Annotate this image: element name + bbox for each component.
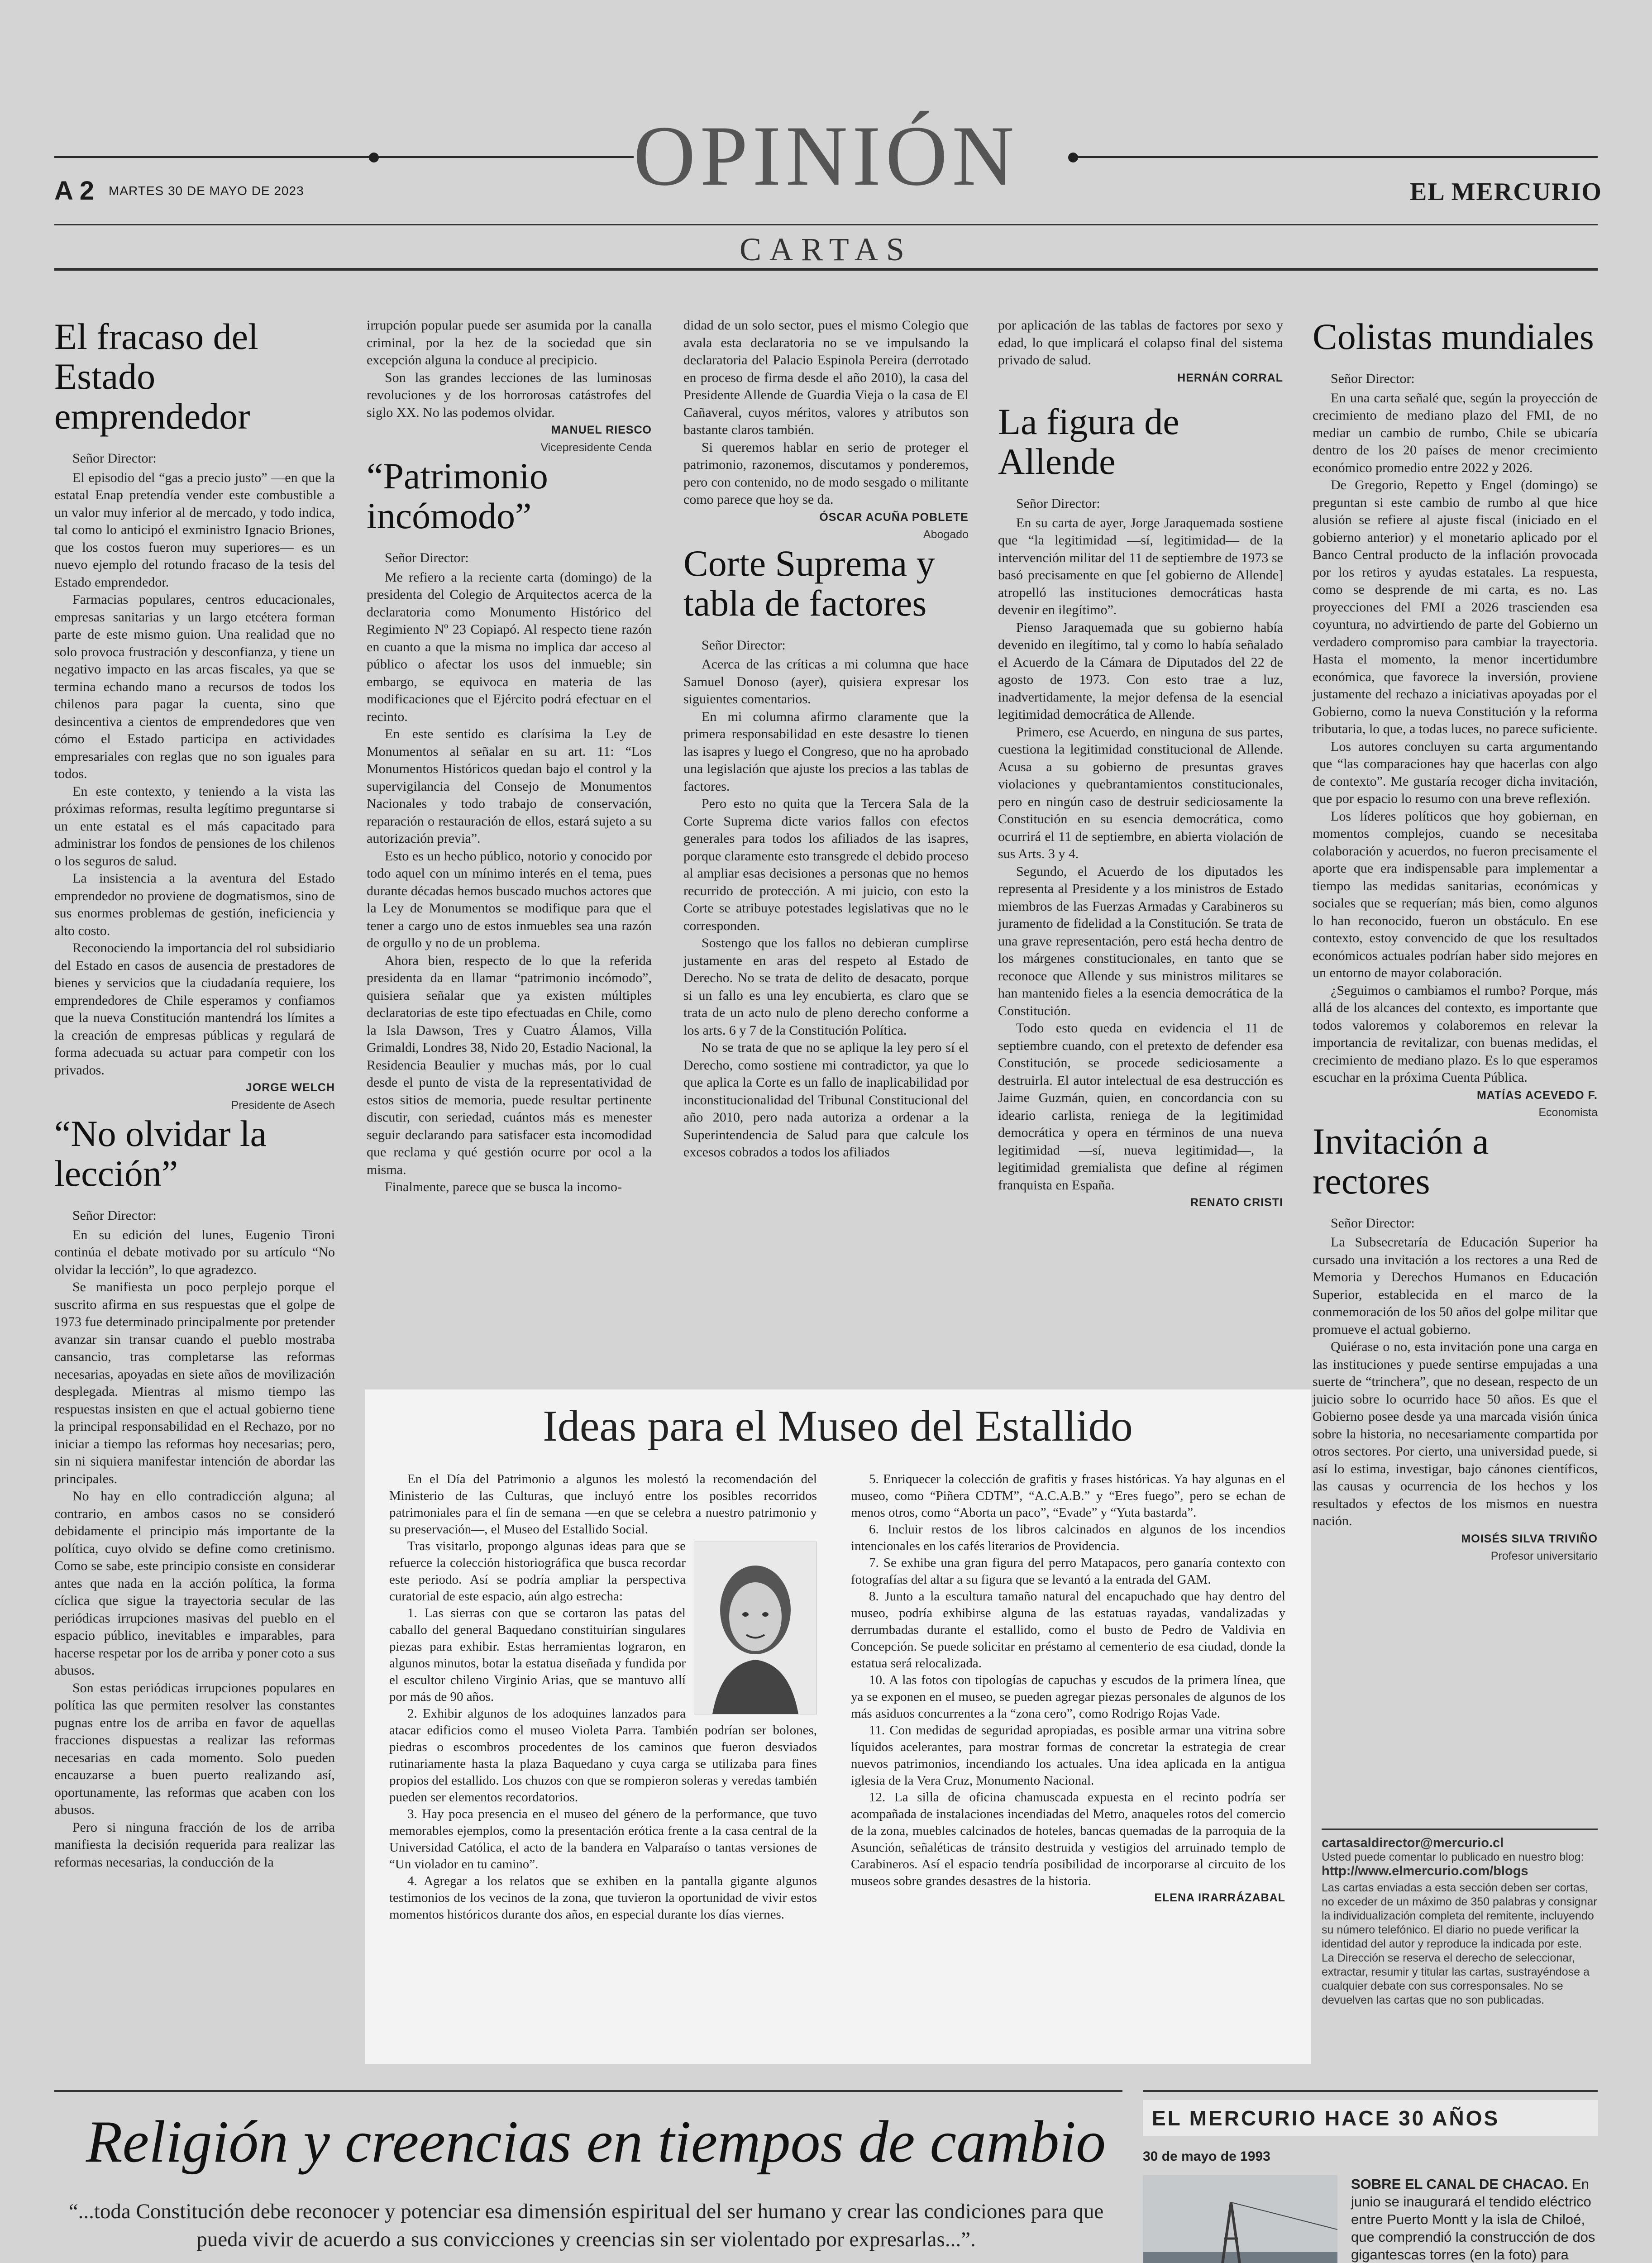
letter-title: Invitación a rectores (1313, 1120, 1489, 1202)
column-5 (1313, 317, 1598, 1565)
paragraph: Se manifiesta un poco perplejo porque el suscrito afirma en sus respuestas que el golpe de 1973 fue determinado principalmente por pretender avanzar sin transar cuando el pueblo mostraba cansancio, tras completarse las reformas necesarias, apoyadas en siete años de movilización desplegada. Mientras al mismo tiempo las respuestas insisten en que el actual gobierno tiene la principal responsabilidad en el Rechazo, por no iniciar a tiempo las reformas hoy necesarias; pero, sin ni siquiera manifestar intención de abordar las principales. (54, 1280, 335, 1486)
paragraph: 1. Las sierras con que se cortaron las patas del caballo del general Baquedano constituirían singulares piezas para exhibir. Estas herramientas lograron, en algunos minutos, botar la estatua diseñada y fundida por el escultor chileno Virginio Arias, que se mantuvo allí por más de 90 años. (389, 1606, 686, 1704)
paragraph: De Gregorio, Repetto y Engel (domingo) se preguntan si este cambio de rumbo al que hice alusión se refiere al ajuste fiscal (iniciado en el gobierno anterior) y el monetario aplicado por el Banco Central producto de la inflación provocada por los retiros y ayudas estatales. La respuesta, como se desprende de mi carta, es no. Las proyecciones del FMI a 2026 trascienden esa coyuntura, no advirtiendo de parte del Gobierno un verdadero compromiso para cambiar la trayectoria. Hasta el momento, la menor incertidumbre económica, que favorece la inversión, proviene justamente del rechazo a iniciativas apoyadas por el Gobierno, como la nueva Constitución y la reforma tributaria, lo que, a todas luces, no parece suficiente. (1313, 477, 1598, 736)
paragraph: En mi columna afirmo claramente que la primera responsabilidad en este desastre lo tienen las isapres y luego el Congreso, que no ha aprobado una legislación que ajuste los precios a las tablas de factores. (683, 709, 969, 794)
paragraph: En este sentido es clarísima la Ley de Monumentos al señalar en su art. 11: “Los Monumentos Históricos quedan bajo el control y la supervigilancia del Consejo de Monumentos Nacionales y todo trabajo de conservación, reparación o restauración de ellos, estará sujeto a su autorización previa”. (367, 726, 652, 846)
archive-30 (1143, 2148, 1598, 2263)
signature-role: Abogado (923, 528, 969, 541)
paragraph: En este contexto, y teniendo a la vista las próximas reformas, resulta legítimo preguntarse si un ente estatal es el más capacitado para administrar los fondos de pensiones de los chilenos o los seguros de salud. (54, 783, 335, 869)
signature: MOISÉS SILVA TRIVIÑO (1461, 1532, 1598, 1545)
archive-photo (1143, 2175, 1337, 2263)
signature: ÓSCAR ACUÑA POBLETE (819, 511, 969, 524)
column-1 (54, 317, 335, 1871)
paragraph: 10. A las fotos con tipologías de capuchas y escudos de la primera línea, que ya se exponen en el museo, se pueden agregar piezas personales de algunos de los más asiduos concurrentes a la “zona cero”, como Rodrigo Rojas Vade. (851, 1673, 1285, 1721)
salutation: Señor Director: (1331, 371, 1415, 386)
paragraph: No hay en ello contradicción alguna; al contrario, en ambos casos no se consideró debidamente el principio más importante de la política, cuyo olvido se define como cretinismo. Como se sabe, este principio consiste en considerar antes que nada en la acción política, la forma cíclica que sigue la trayectoria secular de las periódicas irrupciones masivas del pueblo en el espacio público, inevitables e imparables, para hacerse respetar por los de arriba y poner coto a sus abusos. (54, 1489, 335, 1678)
letter-title: Colistas mundiales (1313, 316, 1594, 357)
paragraph: No se trata de que no se aplique la ley pero sí el Derecho, como sostiene mi contradictor, ya que lo que aplica la Corte es un fallo de inaplicabilidad por inconstitucionalidad del Tribunal Constitucional del año 2010, pero nada autoriza a ordenar a la Superintendencia de Salud para que calcule los excesos cobrados a todos los afiliados (683, 1040, 969, 1160)
blog-invite: Usted puede comentar lo publicado en nuestro blog: (1322, 1851, 1584, 1863)
newspaper-name: EL MERCURIO (1410, 178, 1602, 206)
signature: JORGE WELCH (245, 1081, 335, 1094)
section-title: OPINIÓN (633, 109, 1019, 204)
archive-30-header: EL MERCURIO HACE 30 AÑOS (1143, 2100, 1598, 2136)
paragraph: irrupción popular puede ser asumida por la canalla criminal, por la hez de la sociedad que sin excepción alguna la conduce al precipicio. (367, 318, 652, 368)
column-2 (367, 317, 652, 1196)
paragraph: En una carta señalé que, según la proyección de crecimiento de mediano plazo del FMI, de no mediar un cambio de rumbo, Chile se ubicaría dentro de los 20 países de menor crecimiento económico promedio entre 2022 y 2026. (1313, 390, 1598, 475)
paragraph: Segundo, el Acuerdo de los diputados les representa al Presidente y a los ministros de Estado miembros de las Fuerzas Armadas y Carabineros su juramento de fidelidad a la Constitución. Se trata de una grave representación, pero está hecha dentro de los márgenes constitucionales, en tanto que se reconoce que Allende y sus ministros militares se han mantenido fieles a la esencia democrática de la Constitución. (998, 864, 1283, 1018)
featured-col-2 (851, 1471, 1285, 1906)
paragraph: La Subsecretaría de Educación Superior ha cursado una invitación a los rectores a una Red de Memoria y Derechos Humanos en Educación Superior, establecida en el marco de la conmemoración de los 50 años del golpe militar que promueve el actual gobierno. (1313, 1235, 1598, 1337)
paragraph: Pero esto no quita que la Tercera Sala de la Corte Suprema dicte varios fallos con efectos generales para todos los afiliados de las isapres, porque claramente esto transgrede el debido proceso al ampliar esas decisiones a personas que no hemos recurrido de protección. A mi juicio, con esto la Corte se atribuye potestades legislativas que no le corresponden. (683, 796, 969, 933)
paragraph: Pero si ninguna fracción de los de arriba manifiesta la decisión requerida para realizar las reformas necesarias, la conducción de la (54, 1819, 335, 1870)
letter-title: La figura de Allende (998, 401, 1179, 482)
paragraph: En su carta de ayer, Jorge Jaraquemada sostiene que “la legitimidad —sí, legitimidad— de la intervención militar del 11 de septiembre de 1973 se basó precisamente en que [el gobierno de Allende] atropelló las instituciones democráticas hasta devenir en ilegítimo”. (998, 515, 1283, 617)
signature: MATÍAS ACEVEDO F. (1476, 1089, 1598, 1102)
contact-rule (1322, 1829, 1598, 1830)
paragraph: 3. Hay poca presencia en el museo del género de la performance, que tuvo memorables ejemplos, como la presentación erótica frente a la casa central de la Universidad Católica, el acto de la bandera en Valparaíso o tantas versiones de “Un violador en tu camino”. (389, 1807, 817, 1872)
featured-author: ELENA IRARRÁZABAL (1154, 1891, 1285, 1904)
featured-col-1 (389, 1471, 817, 1923)
subsection-title: CARTAS (740, 231, 912, 267)
archive-rule (1143, 2090, 1598, 2092)
letter-title: “Patrimonio incómodo” (367, 455, 548, 536)
letter-title: “No olvidar la lección” (54, 1113, 267, 1194)
paragraph: 2. Exhibir algunos de los adoquines lanzados para atacar edificios como el museo Violeta Parra. También podrían ser bolones, piedras o escombros procedentes de los caminos que fueron desviados rutinariamente hasta la plaza Baquedano y cuya carga se utilizaba para fines propios del estallido. Los chuzos con que se rompieron soleras y veredas también pueden ser elementos recordatorios. (389, 1706, 817, 1805)
paragraph: 7. Se exhibe una gran figura del perro Matapacos, pero ganaría contexto con fotografías del altar a su figura que se levantó a la entrada del GAM. (851, 1556, 1285, 1587)
article-title: Religión y creencias en tiempos de cambio (86, 2108, 1106, 2175)
header-rule-bottom (54, 268, 1598, 271)
author-photo (694, 1542, 817, 1714)
paragraph: Son las grandes lecciones de las luminosas revoluciones y de los horrorosas catástrofes del siglo XX. No las podemos olvidar. (367, 370, 652, 420)
paragraph: La insistencia a la aventura del Estado emprendedor no proviene de dogmatismos, sino de sus enormes problemas de gestión, ineficiencia y alto costo. (54, 871, 335, 938)
issue-date: MARTES 30 DE MAYO DE 2023 (109, 184, 304, 198)
power-tower-photo-icon (1143, 2175, 1337, 2263)
paragraph: En su edición del lunes, Eugenio Tironi continúa el debate motivado por su artículo “No olvidar la lección”, lo que agradezco. (54, 1227, 335, 1277)
column-4 (998, 317, 1283, 1212)
signature: MANUEL RIESCO (551, 424, 652, 436)
paragraph: El episodio del “gas a precio justo” —en que la estatal Enap pretendía vender este combustible a un valor muy inferior al de mercado, y todo indica, tal como lo anticipó el exministro Ignacio Briones, que los costos fueron muy superiores— es un nuevo ejemplo del rotundo fracaso de la tesis del Estado emprendedor. (54, 470, 335, 590)
header-rule-top (54, 224, 1598, 225)
signature: HERNÁN CORRAL (1177, 371, 1283, 384)
letters-policy: Las cartas enviadas a esta sección deben ser cortas, no exceder de un máximo de 350 palabras y consignar la individualización completa del remitente, incluyendo su número telefónico. El diario no puede verificar la identidad del autor y reproduce la indicada por este. La Dirección se reserva el derecho de seleccionar, extractar, resumir y titular las cartas, sustrayéndose a cualquier debate con sus corresponsales. No se devuelven las cartas que no son publicadas. (1322, 1881, 1597, 2006)
paragraph: Los autores concluyen su carta argumentando que “las comparaciones hay que hacerlas con algo de contexto”. Me gustaría recoger dicha invitación, que por espacio lo resumo con una breve reflexión. (1313, 739, 1598, 806)
paragraph: 8. Junto a la escultura tamaño natural del encapuchado que hay dentro del museo, podría exhibirse alguna de las estatuas rayadas, vandalizadas y derrumbadas durante el estallido, como el busto de Pedro de Valdivia en Concepción. Se puede solicitar en préstamo al cementerio de esa ciudad, donde la estatua será relocalizada. (851, 1589, 1285, 1671)
paragraph: Reconociendo la importancia del rol subsidiario del Estado en casos de ausencia de prestadores de bienes y servicios que la ciudadanía requiere, los emprendedores de Chile esperamos y confiamos que la nueva Constitución mantendrá los límites a la creación de empresas públicas y regulará de forma adecuada su actuar para competir con los privados. (54, 941, 335, 1078)
column-3 (683, 317, 969, 1161)
paragraph: didad de un solo sector, pues el mismo Colegio que avala esta declaratoria no se ve impulsando la declaratoria del Palacio Espinola Pereira (derrotado en proceso de firma desde el año 2010), la casa del Presidente Allende de Guardia Vieja o la casa de El Cañaveral, cuyos méritos, valores y atributos son bastante claros también. (683, 318, 969, 437)
paragraph: por aplicación de las tablas de factores por sexo y edad, lo que implicará el colapso final del sistema privado de salud. (998, 318, 1283, 368)
salutation: Señor Director: (72, 1208, 157, 1223)
blog-link[interactable]: http://www.elmercurio.com/blogs (1322, 1864, 1528, 1878)
paragraph: ¿Seguimos o cambiamos el rumbo? Porque, más allá de los alcances del contexto, es importante que todos valoremos y colaboremos en relevar la importancia de revitalizar, con buenas medidas, el crecimiento de mediano plazo. Es lo que esperamos escuchar en la próxima Cuenta Pública. (1313, 983, 1598, 1085)
paragraph: 6. Incluir restos de los libros calcinados en algunos de los incendios intencionales en los cafés literarios de Providencia. (851, 1522, 1285, 1553)
paragraph: Pienso Jaraquemada que su gobierno había devenido en ilegítimo, tal y como lo había señalado el Acuerdo de la Cámara de Diputados del 22 de agosto de 1973. Con esto trae a luz, inadvertidamente, la mejor defensa de la esencial legitimidad democrática de Allende. (998, 620, 1283, 722)
contact-email[interactable]: cartasaldirector@mercurio.cl (1322, 1836, 1504, 1850)
salutation: Señor Director: (1016, 496, 1100, 511)
signature-role: Vicepresidente Cenda (540, 441, 652, 454)
paragraph: Quiérase o no, esta invitación pone una carga en las instituciones y puede sentirse empujadas a una suerte de “trinchera”, que no desean, respecto de un juicio sobre lo ocurrido hace 50 años. Es que el Gobierno posee desde ya una marcada visión única sobre la historia, no necesariamente compartida por otros sectores. Por cierto, una universidad puede, si así lo estima, investigar, bajo cánones científicos, las causas y ocurrencia de los hechos y los resultados y efectos de los mismos en nuestra nación. (1313, 1339, 1598, 1528)
salutation: Señor Director: (1331, 1215, 1415, 1231)
section-divider (54, 2090, 1122, 2092)
paragraph: En el Día del Patrimonio a algunos les molestó la recomendación del Ministerio de las Culturas, que incluyó entre los posibles recorridos patrimoniales para el fin de semana —en que se celebra a nuestro patrimonio y su preservación—, el Museo del Estallido Social. (389, 1472, 817, 1537)
paragraph: Me refiero a la reciente carta (domingo) de la presidenta del Colegio de Arquitectos acerca de la declaratoria como Monumento Histórico del Regimiento Nº 23 Copiapó. Al respecto tiene razón en cuanto a que la misma no implica dar acceso al público o afectar los usos del inmueble; sin embargo, se equivoca en materia de las modificaciones que el Ejército podrá efectuar en el recinto. (367, 569, 652, 724)
featured-title: Ideas para el Museo del Estallido (543, 1402, 1133, 1451)
archive-item-text: En junio se inaugurará el tendido eléctrico entre Puerto Montt y la isla de Chiloé, que comprendió la construcción de dos gigantescas torres (en la foto) para (1351, 2176, 1595, 2263)
paragraph: Los líderes políticos que hoy gobiernan, en momentos complejos, cuando se necesitaba colaboración y acuerdos, no fueron precisamente el aporte que era indispensable para implementar a tiempo las medidas sanitarias, económicas y sociales que se requerían; más bien, como algunos lo han reconocido, fueron un obstáculo. En ese contexto, estoy convencido de que los resultados económicos actuales podrían haber sido mejores en un entorno de mayor colaboración. (1313, 808, 1598, 980)
paragraph: Todo esto queda en evidencia el 11 de septiembre cuando, con el pretexto de defender esa Constitución, se procede sediciosamente a destruirla. El autor intelectual de esa destrucción es Jaime Guzmán, quien, en concordancia con su ideario carlista, reniega de la legitimidad democrática y opera en términos de una nueva legitimidad —sí, nueva legitimidad—, la legitimidad gremialista que define al régimen franquista en España. (998, 1021, 1283, 1193)
author-portrait-icon (694, 1542, 816, 1714)
paragraph: Acerca de las críticas a mi columna que hace Samuel Donoso (ayer), quisiera expresar los siguientes comentarios. (683, 657, 969, 707)
paragraph: 5. Enriquecer la colección de grafitis y frases históricas. Ya hay algunas en el museo, como “Piñera CDTM”, “A.C.A.B.” y “Eres fuego”, pero se echan de menos otros, como “Aborta un paco”, “Evade” y “Yuta bastarda”. (851, 1472, 1285, 1520)
letter-title: El fracaso del Estado emprendedor (54, 316, 258, 437)
signature-role: Profesor universitario (1490, 1550, 1598, 1562)
signature: RENATO CRISTI (1190, 1196, 1283, 1209)
contact-box (1322, 1829, 1598, 2007)
paragraph: 4. Agregar a los relatos que se exhiben en la pantalla gigante algunos testimonios de los vecinos de la zona, que tuvieron la oportunidad de vivir estos momentos históricos durante dos años, en especial durante los días viernes. (389, 1874, 817, 1922)
paragraph: 11. Con medidas de seguridad apropiadas, es posible armar una vitrina sobre líquidos acelerantes, para mostrar formas de concretar la estrategia de crear nuevos patrimonios, incendiando los actuales. Una idea aplicada en la antigua iglesia de la Vera Cruz, Monumento Nacional. (851, 1723, 1285, 1788)
archive-item-lead: SOBRE EL CANAL DE CHACAO. (1351, 2176, 1568, 2192)
page-label: A 2 (54, 176, 95, 205)
archive-date: 30 de mayo de 1993 (1143, 2149, 1270, 2164)
paragraph: Farmacias populares, centros educacionales, empresas sanitarias y un largo etcétera forman parte de este mismo guion. Una realidad que no solo provoca frustración y desconfianza, y tiene un negativo impacto en las arcas fiscales, ya que se termina echando mano a recursos de todos los chilenos para pagar la cuenta, sino que desincentiva a cientos de emprendedores que ven cómo el Estado participa en actividades empresariales con reglas que no son iguales para todos. (54, 592, 335, 781)
letter-title: Corte Suprema y tabla de factores (683, 542, 935, 624)
paragraph: 12. La silla de oficina chamuscada expuesta en el recinto podría ser acompañada de instalaciones incendiadas del Metro, anaqueles rotos del comercio de la zona, muebles calcinados de hoteles, bancas quemadas de la parroquia de la Asunción, señaléticas de tránsito destruida y vestigios del arruinado templo de Carabineros. Así el espacio tendría posibilidad de incorporarse al circuito de los museos sobre grandes desastres de la historia. (851, 1790, 1285, 1888)
paragraph: Sostengo que los fallos no debieran cumplirse justamente en aras del respeto al Estado de Derecho. No se trata de delito de desacato, porque si un fallo es una ley encubierta, es claro que se trata de un acto nulo de pleno derecho conforme a los arts. 6 y 7 de la Constitución Política. (683, 936, 969, 1038)
salutation: Señor Director: (385, 550, 469, 565)
paragraph: Tras visitarlo, propongo algunas ideas para que se refuerce la colección historiográfica que busca recordar este periodo. Así se podría ampliar la perspectiva curatorial de este espacio, aún algo estrecha: (389, 1539, 686, 1604)
signature-role: Presidente de Asech (231, 1098, 335, 1112)
article-pull-quote: “...toda Constitución debe reconocer y potenciar esa dimensión espiritual del ser humano y crear las condiciones para que pueda vivir de acuerdo a sus convicciones y creencias sin ser violentado por expresarlas...”. (68, 2200, 1104, 2251)
paragraph: Finalmente, parece que se busca la incomo- (385, 1179, 622, 1194)
paragraph: Esto es un hecho público, notorio y conocido por todo aquel con un mínimo interés en el tema, pues durante décadas hemos buscado muchos actores que la Ley de Monumentos se modifique para que el tener a cargo uno de estos inmuebles sea una razón de orgullo y no de un problema. (367, 848, 652, 950)
paragraph: Primero, ese Acuerdo, en ninguna de sus partes, cuestiona la legitimidad constitucional de Allende. Acusa a su gobierno de presuntas graves violaciones y quebrantamientos constitucionales, pero en ningún caso de destruir sediciosamente la Constitución en su esencia democrática, como ocurrirá el 11 de septiembre, en abierta violación de sus Arts. 3 y 4. (998, 724, 1283, 861)
salutation: Señor Director: (72, 451, 157, 466)
signature-role: Economista (1538, 1106, 1598, 1119)
paragraph: Si queremos hablar en serio de proteger el patrimonio, razonemos, discutamos y ponderemos, pero con contenido, no de modo sesgado o militante como parece que hoy se da. (683, 439, 969, 507)
salutation: Señor Director: (702, 637, 786, 653)
paragraph: Son estas periódicas irrupciones populares en política las que permiten resolver las constantes pugnas entre los de arriba en favor de aquellas fracciones dispuestas a realizar las reformas necesarias en cada momento. Solo pueden encauzarse a buen puerto realizando así, oportunamente, las reformas que acaben con los abusos. (54, 1680, 335, 1817)
paragraph: Ahora bien, respecto de lo que la referida presidenta da en llamar “patrimonio incómodo”, quisiera señalar que ya existen múltiples declaratorias de este tipo efectuadas en Chile, como la Isla Dawson, Tres y Cuatro Álamos, Villa Grimaldi, Londres 38, Nido 20, Estadio Nacional, la Residencia Beaulier y muchas más, por lo cual desde el punto de vista de la representatividad de estos sitios de memoria, puede resultar pertinente discutir, con seriedad, cuántos más es menester seguir declarando para satisfacer esta incomodidad que reclama y qué gestión ocurre por ocol a la misma. (367, 953, 652, 1177)
